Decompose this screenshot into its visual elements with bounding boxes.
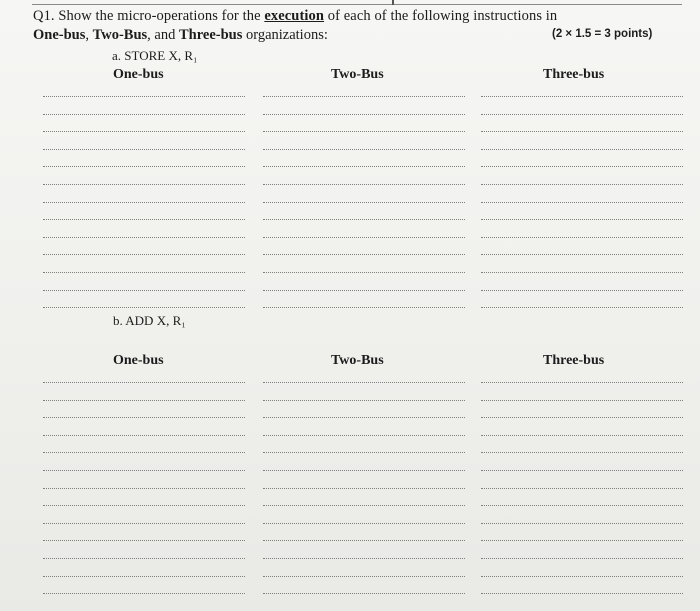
part-a-three-bus-answer-line[interactable]	[481, 131, 683, 132]
part-b-two-bus-answer-line[interactable]	[263, 505, 465, 506]
part-a-one-bus-answer-line[interactable]	[43, 131, 245, 132]
part-b-three-bus-answer-line[interactable]	[481, 470, 683, 471]
part-a-two-bus-answer-line[interactable]	[263, 237, 465, 238]
part-a-one-bus-answer-line[interactable]	[43, 184, 245, 185]
part-b-one-bus-answer-line[interactable]	[43, 576, 245, 577]
part-a-three-bus-answer-line[interactable]	[481, 114, 683, 115]
part-a-three-bus-answer-line[interactable]	[481, 290, 683, 291]
part-b-three-bus-answer-line[interactable]	[481, 558, 683, 559]
question-number: Q1.	[33, 8, 55, 24]
part-b-one-bus-answer-line[interactable]	[43, 452, 245, 453]
org-sep-2: , and	[147, 27, 179, 43]
part-a-one-bus-answer-line[interactable]	[43, 290, 245, 291]
part-a-three-bus-answer-line[interactable]	[481, 166, 683, 167]
part-b-one-bus-answer-line[interactable]	[43, 417, 245, 418]
points-note: (2 × 1.5 = 3 points)	[552, 28, 653, 40]
question-emphasis: execution	[264, 8, 325, 24]
part-b-label: b. ADD X, R₁	[113, 313, 186, 328]
part-b-two-bus-answer-line[interactable]	[263, 452, 465, 453]
part-a-one-bus-answer-line[interactable]	[43, 254, 245, 255]
part-b-one-bus-answer-line[interactable]	[43, 488, 245, 489]
part-b-two-bus-answer-line[interactable]	[263, 435, 465, 436]
part-b-three-bus-answer-line[interactable]	[481, 435, 683, 436]
part-b-two-bus-answer-line[interactable]	[263, 540, 465, 541]
part-a-two-bus-answer-line[interactable]	[263, 254, 465, 255]
part-a-three-bus-answer-line[interactable]	[481, 237, 683, 238]
part-a-header-two-bus: Two-Bus	[331, 67, 384, 82]
part-b-three-bus-answer-line[interactable]	[481, 488, 683, 489]
part-a-three-bus-answer-line[interactable]	[481, 219, 683, 220]
part-a-two-bus-answer-line[interactable]	[263, 149, 465, 150]
part-a-three-bus-answer-line[interactable]	[481, 149, 683, 150]
question-line-1	[33, 8, 557, 25]
part-b-three-bus-answer-line[interactable]	[481, 382, 683, 383]
part-a-one-bus-answer-line[interactable]	[43, 272, 245, 273]
part-a-two-bus-answer-line[interactable]	[263, 307, 465, 308]
top-divider	[32, 4, 682, 5]
part-a-two-bus-answer-line[interactable]	[263, 290, 465, 291]
part-a-two-bus-answer-line[interactable]	[263, 166, 465, 167]
part-a-one-bus-answer-line[interactable]	[43, 166, 245, 167]
part-a-three-bus-answer-line[interactable]	[481, 307, 683, 308]
part-a-three-bus-answer-line[interactable]	[481, 96, 683, 97]
part-a-three-bus-answer-line[interactable]	[481, 272, 683, 273]
part-a-one-bus-answer-line[interactable]	[43, 219, 245, 220]
part-b-two-bus-answer-line[interactable]	[263, 558, 465, 559]
org-two-bus: Two-Bus	[92, 27, 148, 43]
part-b-three-bus-answer-line[interactable]	[481, 576, 683, 577]
part-b-one-bus-answer-line[interactable]	[43, 558, 245, 559]
part-b-two-bus-answer-line[interactable]	[263, 400, 465, 401]
question-text-2: of each of the following instructions in	[324, 8, 558, 24]
part-a-three-bus-answer-line[interactable]	[481, 254, 683, 255]
part-a-two-bus-answer-line[interactable]	[263, 202, 465, 203]
part-b-two-bus-answer-line[interactable]	[263, 593, 465, 594]
part-a-two-bus-answer-line[interactable]	[263, 96, 465, 97]
part-b-one-bus-answer-line[interactable]	[43, 505, 245, 506]
part-b-three-bus-answer-line[interactable]	[481, 523, 683, 524]
part-b-one-bus-answer-line[interactable]	[43, 523, 245, 524]
part-b-two-bus-answer-line[interactable]	[263, 417, 465, 418]
org-sep-1: ,	[85, 27, 93, 43]
part-a-one-bus-answer-line[interactable]	[43, 237, 245, 238]
part-a-two-bus-answer-line[interactable]	[263, 131, 465, 132]
part-a-two-bus-answer-line[interactable]	[263, 184, 465, 185]
part-a-two-bus-answer-line[interactable]	[263, 114, 465, 115]
part-a-one-bus-answer-line[interactable]	[43, 114, 245, 115]
part-b-three-bus-answer-line[interactable]	[481, 400, 683, 401]
part-b-three-bus-answer-line[interactable]	[481, 417, 683, 418]
part-a-header-three-bus: Three-bus	[543, 67, 605, 82]
part-b-header-one-bus: One-bus	[113, 353, 164, 368]
part-b-one-bus-answer-line[interactable]	[43, 382, 245, 383]
part-a-label: a. STORE X, R₁	[112, 48, 198, 63]
part-b-one-bus-answer-line[interactable]	[43, 470, 245, 471]
part-a-one-bus-answer-line[interactable]	[43, 202, 245, 203]
org-sep-3: organizations:	[242, 27, 328, 43]
part-b-three-bus-answer-line[interactable]	[481, 505, 683, 506]
part-b-two-bus-answer-line[interactable]	[263, 576, 465, 577]
question-text-1: Show the micro-operations for the	[54, 8, 265, 24]
part-b-three-bus-answer-line[interactable]	[481, 540, 683, 541]
part-b-one-bus-answer-line[interactable]	[43, 540, 245, 541]
part-a-three-bus-answer-line[interactable]	[481, 184, 683, 185]
part-b-three-bus-answer-line[interactable]	[481, 593, 683, 594]
org-one-bus: One-bus	[33, 27, 86, 43]
part-a-two-bus-answer-line[interactable]	[263, 219, 465, 220]
part-b-header-two-bus: Two-Bus	[331, 353, 384, 368]
part-b-two-bus-answer-line[interactable]	[263, 523, 465, 524]
part-b-one-bus-answer-line[interactable]	[43, 400, 245, 401]
part-b-two-bus-answer-line[interactable]	[263, 382, 465, 383]
part-a-two-bus-answer-line[interactable]	[263, 272, 465, 273]
part-a-one-bus-answer-line[interactable]	[43, 307, 245, 308]
part-b-header-three-bus: Three-bus	[543, 353, 605, 368]
part-b-two-bus-answer-line[interactable]	[263, 488, 465, 489]
part-b-one-bus-answer-line[interactable]	[43, 593, 245, 594]
org-three-bus: Three-bus	[178, 27, 243, 43]
part-b-two-bus-answer-line[interactable]	[263, 470, 465, 471]
top-divider-mark	[392, 0, 394, 5]
part-a-one-bus-answer-line[interactable]	[43, 96, 245, 97]
part-a-three-bus-answer-line[interactable]	[481, 202, 683, 203]
part-b-one-bus-answer-line[interactable]	[43, 435, 245, 436]
part-a-one-bus-answer-line[interactable]	[43, 149, 245, 150]
part-b-three-bus-answer-line[interactable]	[481, 452, 683, 453]
part-a-header-one-bus: One-bus	[113, 67, 164, 82]
question-line-2	[33, 27, 328, 44]
